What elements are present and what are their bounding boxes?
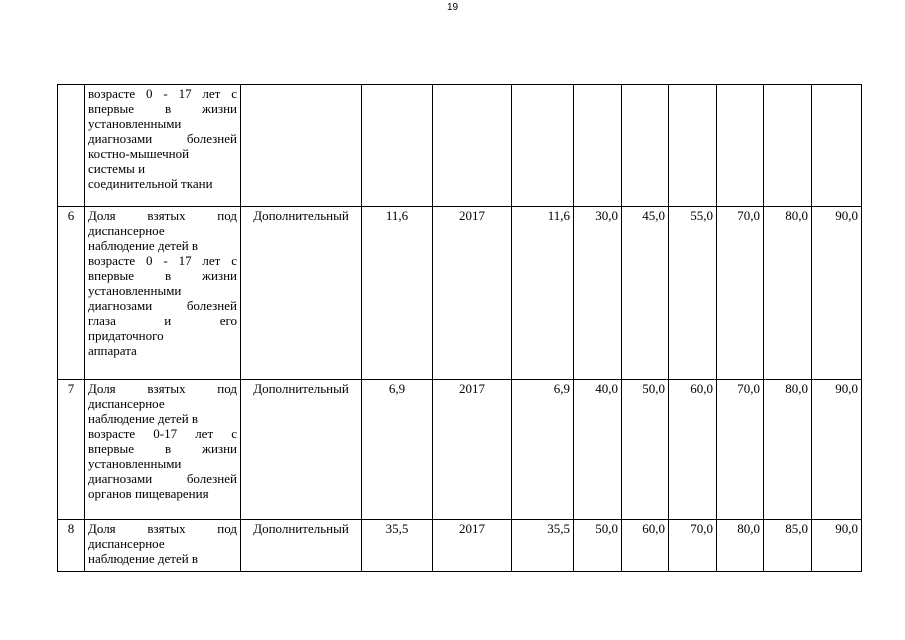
indicator-name-line: диспансерное (88, 536, 165, 551)
year-value-cell: 85,0 (764, 520, 812, 572)
year-value-cell: 40,0 (574, 380, 622, 520)
indicator-name-line: установленными (88, 116, 182, 131)
indicator-name-line: соединительной ткани (88, 176, 213, 191)
indicator-type-cell: Дополнительный (241, 207, 362, 380)
year-value-cell: 70,0 (717, 380, 764, 520)
year-value-cell: 35,5 (512, 520, 574, 572)
row-number-cell (58, 85, 85, 207)
base-year-cell: 2017 (433, 207, 512, 380)
indicator-name-line: костно-мышечной (88, 146, 190, 161)
year-value-cell: 11,6 (512, 207, 574, 380)
table-body (58, 85, 862, 572)
indicators-table (57, 84, 862, 572)
indicator-name-line: установленными (88, 283, 182, 298)
year-value-cell: 80,0 (764, 207, 812, 380)
base-value-cell (362, 85, 433, 207)
table-row (58, 207, 862, 380)
indicator-name-cell (85, 380, 241, 520)
base-year-cell: 2017 (433, 380, 512, 520)
indicator-name-line: установленными (88, 456, 182, 471)
indicator-name-line: возрасте 0 - 17 лет с (88, 253, 237, 268)
year-value-cell: 45,0 (622, 207, 669, 380)
year-value-cell (764, 85, 812, 207)
base-value-cell: 35,5 (362, 520, 433, 572)
year-value-cell: 55,0 (669, 207, 717, 380)
indicator-name-line: системы и (88, 161, 146, 176)
indicator-name-line: возрасте 0-17 лет с (88, 426, 237, 441)
indicator-name-line: диагнозами болезней (88, 131, 237, 146)
year-value-cell: 90,0 (812, 207, 862, 380)
indicator-type-cell (241, 85, 362, 207)
indicator-name-line: придаточного (88, 328, 164, 343)
year-value-cell (622, 85, 669, 207)
indicator-name-line: аппарата (88, 343, 137, 358)
year-value-cell: 90,0 (812, 380, 862, 520)
indicator-name-line: возрасте 0 - 17 лет с (88, 86, 237, 101)
table-row (58, 520, 862, 572)
indicator-name-cell (85, 207, 241, 380)
year-value-cell (717, 85, 764, 207)
indicator-name-line: впервые в жизни (88, 441, 237, 456)
year-value-cell: 70,0 (669, 520, 717, 572)
page-number: 19 (446, 2, 459, 13)
indicator-type-cell: Дополнительный (241, 380, 362, 520)
base-value-cell: 6,9 (362, 380, 433, 520)
indicator-name-line: впервые в жизни (88, 268, 237, 283)
indicator-name-cell (85, 85, 241, 207)
indicator-name-line: Доля взятых под (88, 381, 237, 396)
indicator-name-line: органов пищеварения (88, 486, 209, 501)
year-value-cell (669, 85, 717, 207)
indicator-name-line: диагнозами болезней (88, 471, 237, 486)
year-value-cell (812, 85, 862, 207)
year-value-cell: 60,0 (622, 520, 669, 572)
row-number-cell: 7 (58, 380, 85, 520)
year-value-cell: 70,0 (717, 207, 764, 380)
base-year-cell: 2017 (433, 520, 512, 572)
indicator-name-line: диспансерное (88, 396, 165, 411)
year-value-cell (512, 85, 574, 207)
indicator-type-cell: Дополнительный (241, 520, 362, 572)
year-value-cell: 80,0 (764, 380, 812, 520)
indicator-name-line: впервые в жизни (88, 101, 237, 116)
year-value-cell: 60,0 (669, 380, 717, 520)
indicator-name-line: наблюдение детей в (88, 411, 199, 426)
table-row (58, 380, 862, 520)
year-value-cell: 50,0 (622, 380, 669, 520)
row-number-cell: 6 (58, 207, 85, 380)
indicator-name-line: наблюдение детей в (88, 238, 199, 253)
year-value-cell: 6,9 (512, 380, 574, 520)
indicator-name-line: диагнозами болезней (88, 298, 237, 313)
indicator-name-cell (85, 520, 241, 572)
indicator-name-line: Доля взятых под (88, 521, 237, 536)
indicator-name-line: глаза и его (88, 313, 237, 328)
indicator-name-line: диспансерное (88, 223, 165, 238)
row-number-cell: 8 (58, 520, 85, 572)
base-year-cell (433, 85, 512, 207)
year-value-cell: 50,0 (574, 520, 622, 572)
base-value-cell: 11,6 (362, 207, 433, 380)
indicator-name-line: Доля взятых под (88, 208, 237, 223)
year-value-cell (574, 85, 622, 207)
table-row (58, 85, 862, 207)
year-value-cell: 80,0 (717, 520, 764, 572)
year-value-cell: 90,0 (812, 520, 862, 572)
indicator-name-line: наблюдение детей в (88, 551, 199, 566)
year-value-cell: 30,0 (574, 207, 622, 380)
